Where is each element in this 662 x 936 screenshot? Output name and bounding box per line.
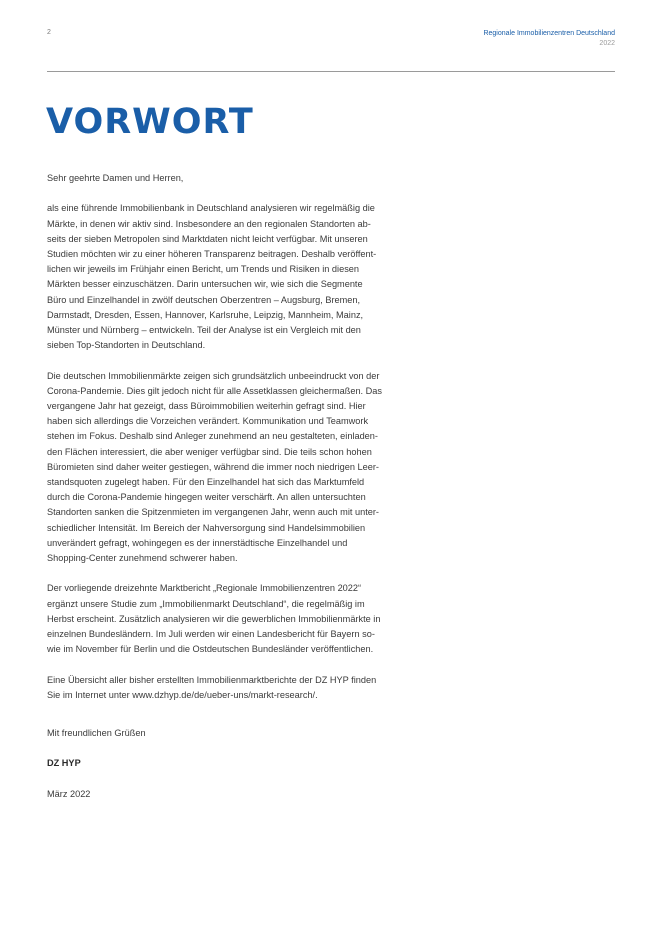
foreword-body: [47, 171, 437, 802]
document-date: März 2022: [47, 788, 91, 799]
paragraph-line: seits der sieben Metropolen sind Marktdaten nicht leicht verfügbar. Mit unseren: [47, 233, 368, 244]
paragraph-line: Die deutschen Immobilienmärkte zeigen sich grundsätzlich unbeeindruckt von der: [47, 370, 380, 381]
page-number: 2: [47, 29, 51, 36]
paragraph-line: durch die Corona-Pandemie hingegen weiter verschärft. An allen untersuchten: [47, 492, 366, 503]
paragraph-3: [47, 581, 437, 657]
paragraph-line: Darmstadt, Dresden, Essen, Hannover, Karlsruhe, Leipzig, Mannheim, Mainz,: [47, 309, 364, 320]
paragraph-line: Büromieten sind daher weiter gestiegen, während die immer noch niedrigen Leer-: [47, 461, 379, 472]
paragraph-line: Shopping-Center zunehmend schwerer haben.: [47, 553, 238, 564]
paragraph-line: Münster und Nürnberg – entwickeln. Teil der Analyse ist ein Vergleich mit den: [47, 325, 361, 336]
paragraph-line: vergangene Jahr hat gezeigt, dass Büroimmobilien weiterhin gefragt sind. Hier: [47, 401, 366, 412]
paragraph-line: ergänzt unsere Studie zum „Immobilienmarkt Deutschland“, die regelmäßig im: [47, 598, 365, 609]
paragraph-line: Märkten besser einzuschätzen. Darin untersuchen wir, wie sich die Segmente: [47, 279, 363, 290]
paragraph-line: als eine führende Immobilienbank in Deutschland analysieren wir regelmäßig die: [47, 203, 375, 214]
sender-name: DZ HYP: [47, 758, 81, 769]
page-heading: VORWORT: [46, 102, 254, 142]
closing-salutation: Mit freundlichen Grüßen: [47, 728, 146, 739]
paragraph-line: Sie im Internet unter www.dzhyp.de/de/ueber-uns/markt-research/.: [47, 689, 318, 700]
paragraph-line: Büro und Einzelhandel in zwölf deutschen Oberzentren – Augsburg, Bremen,: [47, 294, 361, 305]
paragraph-line: den Flächen interessiert, die aber weniger verfügbar sind. Die teils schon hohen: [47, 446, 372, 457]
header-divider: [47, 71, 615, 72]
greeting: Sehr geehrte Damen und Herren,: [47, 173, 184, 183]
paragraph-2: [47, 369, 437, 567]
publication-title: Regionale Immobilienzentren Deutschland: [483, 30, 615, 37]
paragraph-line: Herbst erscheint. Zusätzlich analysieren wir die gewerblichen Immobilienmärkte in: [47, 613, 381, 624]
paragraph-line: Der vorliegende dreizehnte Marktbericht „Regionale Immobilienzentren 2022“: [47, 583, 362, 594]
paragraph-line: einzelnen Bundesländern. Im Juli werden wir einen Landesbericht für Bayern so-: [47, 629, 375, 640]
paragraph-line: lichen wir jeweils im Frühjahr einen Bericht, um Trends und Risiken in diesen: [47, 264, 360, 275]
paragraph-line: unverändert gefragt, wohingegen es der innerstädtische Einzelhandel und: [47, 537, 348, 548]
paragraph-line: schiedlicher Intensität. Im Bereich der Nahversorgung sind Handelsimmobilien: [47, 522, 366, 533]
paragraph-line: Corona-Pandemie. Dies gilt jedoch nicht für alle Assetklassen gleichermaßen. Das: [47, 385, 382, 396]
publication-year: 2022: [599, 40, 615, 47]
paragraph-line: haben sich allerdings die Vorzeichen verändert. Kommunikation und Teamwork: [47, 416, 369, 427]
paragraph-line: Märkte, in denen wir aktiv sind. Insbesondere an den regionalen Standorten ab-: [47, 218, 371, 229]
paragraph-line: sieben Top-Standorten in Deutschland.: [47, 340, 206, 351]
paragraph-line: wie im November für Berlin und die Ostdeutschen Bundesländer veröffentlichen.: [47, 644, 374, 655]
paragraph-line: Studien möchten wir zu einer höheren Transparenz beitragen. Deshalb veröffent-: [47, 249, 377, 259]
paragraph-1: [47, 201, 437, 353]
paragraph-line: Eine Übersicht aller bisher erstellten Immobilienmarktberichte der DZ HYP finden: [47, 674, 377, 685]
paragraph-line: Standorten sanken die Spitzenmieten im vergangenen Jahr, wenn auch mit unter-: [47, 507, 379, 518]
running-header: [483, 29, 615, 49]
paragraph-4: [47, 673, 437, 703]
paragraph-line: stehen im Fokus. Deshalb sind Anleger zunehmend an neu gestalteten, einladen-: [47, 431, 378, 442]
paragraph-line: standsquoten zugelegt haben. Für den Einzelhandel hat sich das Marktumfeld: [47, 477, 365, 488]
